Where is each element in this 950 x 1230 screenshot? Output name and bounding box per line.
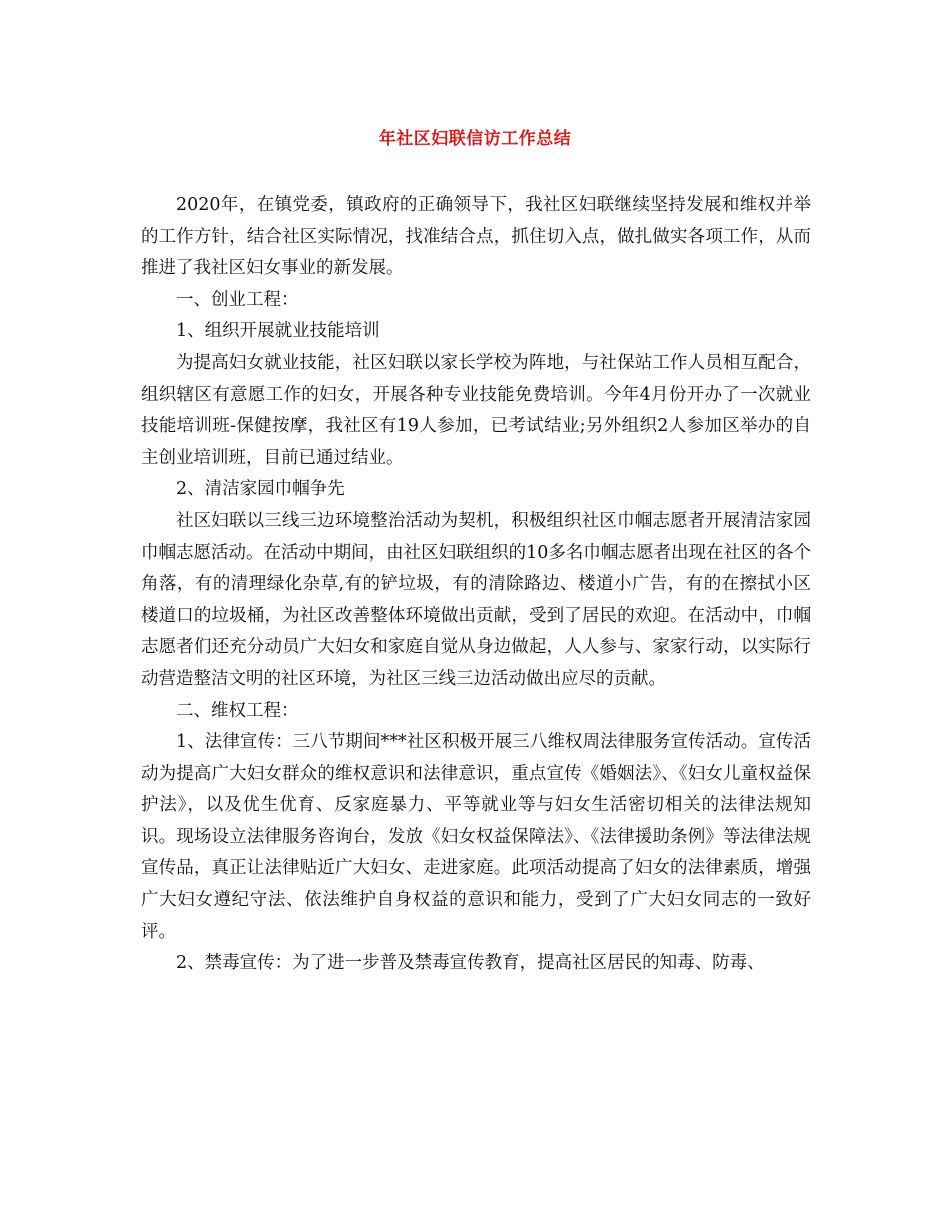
paragraph-drug: 2、禁毒宣传：为了进一步普及禁毒宣传教育，提高社区居民的知毒、防毒、 <box>176 953 765 974</box>
heading-section-1: 一、创业工程： <box>176 289 299 310</box>
heading-section-2: 二、维权工程： <box>176 700 299 721</box>
document-title: 年社区妇联信访工作总结 <box>378 129 572 149</box>
paragraph-legal: 1、法律宣传：三八节期间***社区积极开展三八维权周法律服务宣传活动。宣传活动为提高广大妇女群众的维权意识和法律意识，重点宣传《婚姻法》、《妇女儿童权益保护法》，以及优生优育、反家庭暴力、平等就业等与妇女生活密切相关的法律法规知识。现场设立法律服务咨询台，发放《妇女权益保障法》、《法律援助条例》等法律法规宣传品，真正让法律贴近广大妇女、走进家庭。此项活动提高了妇女的法律素质，增强广大妇女遵纪守法、依法维护自身权益的意识和能力，受到了广大妇女同志的一致好评。 <box>141 732 811 942</box>
document-body <box>141 190 811 980</box>
subheading-1-2: 2、清洁家园巾帼争先 <box>176 479 345 500</box>
paragraph-intro: 2020年，在镇党委，镇政府的正确领导下，我社区妇联继续坚持发展和维权并举的工作方针，结合社区实际情况，找准结合点，抓住切入点，做扎做实各项工作，从而推进了我社区妇女事业的新发展。 <box>141 195 811 279</box>
paragraph-training: 为提高妇女就业技能，社区妇联以家长学校为阵地，与社保站工作人员相互配合，组织辖区有意愿工作的妇女，开展各种专业技能免费培训。今年4月份开办了一次就业技能培训班-保健按摩，我社区有19人参加，已考试结业;另外组织2人参加区举办的自主创业培训班，目前已通过结业。 <box>141 352 811 468</box>
paragraph-clean-home: 社区妇联以三线三边环境整治活动为契机，积极组织社区巾帼志愿者开展清洁家园巾帼志愿活动。在活动中期间，由社区妇联组织的10多名巾帼志愿者出现在社区的各个角落，有的清理绿化杂草,有的铲垃圾，有的清除路边、楼道小广告，有的在擦拭小区楼道口的垃圾桶，为社区改善整体环境做出贡献，受到了居民的欢迎。在活动中，巾帼志愿者们还充分动员广大妇女和家庭自觉从身边做起，人人参与、家家行动，以实际行动营造整洁文明的社区环境，为社区三线三边活动做出应尽的贡献。 <box>141 510 811 689</box>
subheading-1-1: 1、组织开展就业技能培训 <box>176 321 380 342</box>
